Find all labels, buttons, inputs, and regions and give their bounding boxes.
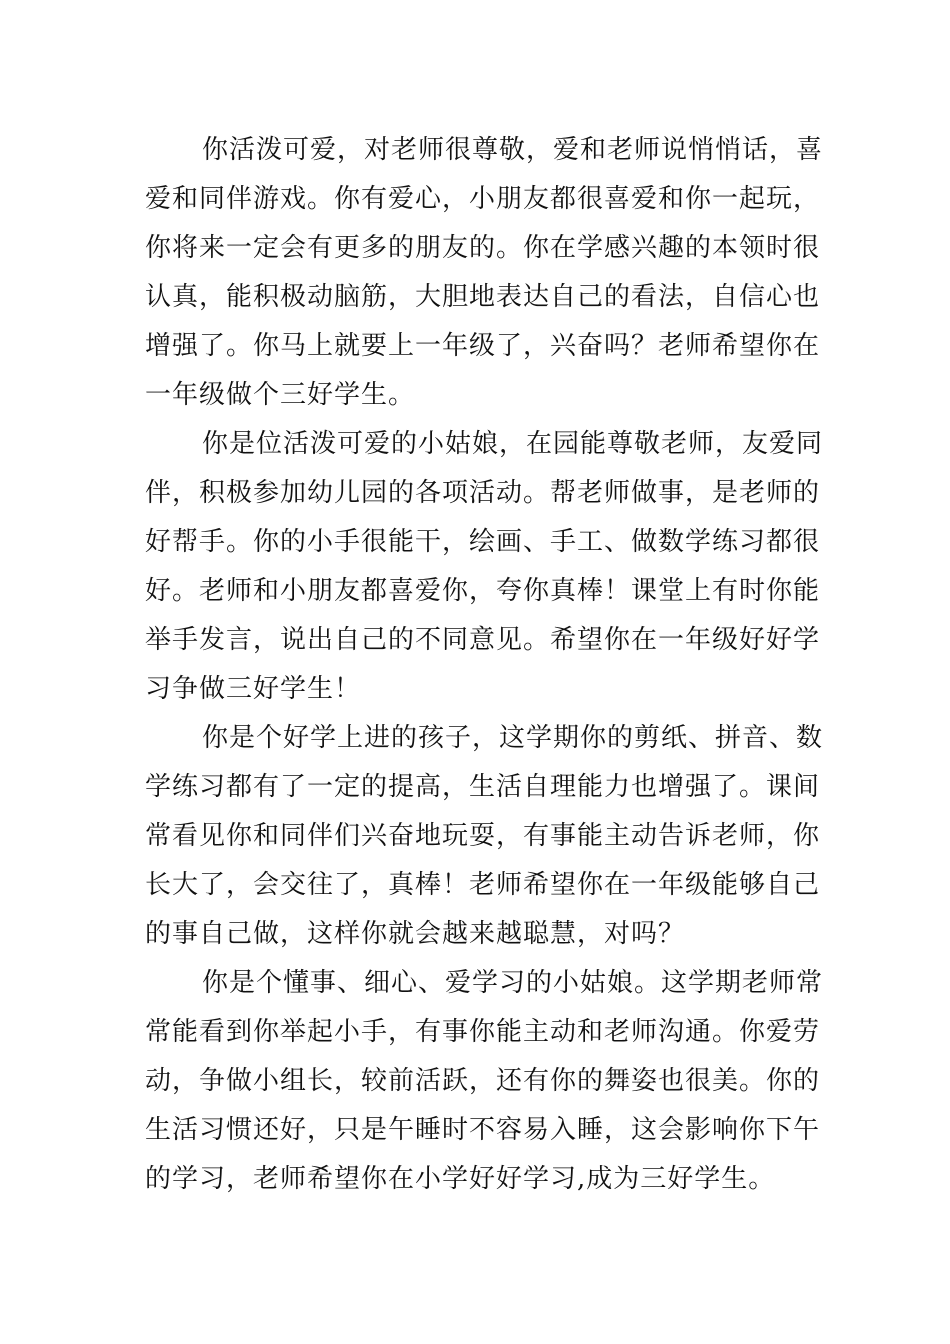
paragraph-line: 长大了，会交往了，真棒！老师希望你在一年级能够自己	[145, 870, 821, 900]
paragraph-line: 学练习都有了一定的提高，生活自理能力也增强了。课间	[145, 772, 821, 802]
paragraph-line: 习争做三好学生！	[145, 674, 362, 704]
paragraph-2	[145, 420, 824, 714]
paragraph-line: 好帮手。你的小手很能干，绘画、手工、做数学练习都很	[145, 527, 821, 557]
paragraph-line: 伴，积极参加幼儿园的各项活动。帮老师做事，是老师的	[145, 478, 821, 508]
document-body	[145, 126, 824, 1204]
paragraph-line: 认真，能积极动脑筋，大胆地表达自己的看法，自信心也	[145, 282, 821, 312]
paragraph-line: 举手发言，说出自己的不同意见。希望你在一年级好好学	[145, 625, 821, 655]
paragraph-line: 常能看到你举起小手，有事你能主动和老师沟通。你爱劳	[145, 1017, 821, 1047]
paragraph-line: 你是个好学上进的孩子，这学期你的剪纸、拼音、数	[202, 723, 824, 753]
paragraph-4	[145, 959, 824, 1204]
paragraph-line: 一年级做个三好学生。	[145, 380, 416, 410]
paragraph-line: 爱和同伴游戏。你有爱心，小朋友都很喜爱和你一起玩，	[145, 184, 821, 214]
paragraph-line: 你是个懂事、细心、爱学习的小姑娘。这学期老师常	[202, 968, 824, 998]
paragraph-line: 好。老师和小朋友都喜爱你，夸你真棒！课堂上有时你能	[145, 576, 821, 606]
paragraph-3	[145, 714, 824, 959]
paragraph-line: 常看见你和同伴们兴奋地玩耍，有事能主动告诉老师，你	[145, 821, 821, 851]
paragraph-line: 动，争做小组长，较前活跃，还有你的舞姿也很美。你的	[145, 1066, 821, 1096]
paragraph-line: 你是位活泼可爱的小姑娘，在园能尊敬老师，友爱同	[202, 429, 824, 459]
paragraph-line: 你将来一定会有更多的朋友的。你在学感兴趣的本领时很	[145, 233, 821, 263]
paragraph-line: 生活习惯还好，只是午睡时不容易入睡，这会影响你下午	[145, 1115, 821, 1145]
paragraph-1	[145, 126, 824, 420]
paragraph-line: 你活泼可爱，对老师很尊敬，爱和老师说悄悄话，喜	[202, 135, 824, 165]
paragraph-line: 的学习，老师希望你在小学好好学习,成为三好学生。	[145, 1164, 776, 1194]
paragraph-line: 增强了。你马上就要上一年级了，兴奋吗？老师希望你在	[145, 331, 821, 361]
paragraph-line: 的事自己做，这样你就会越来越聪慧，对吗？	[145, 919, 686, 949]
